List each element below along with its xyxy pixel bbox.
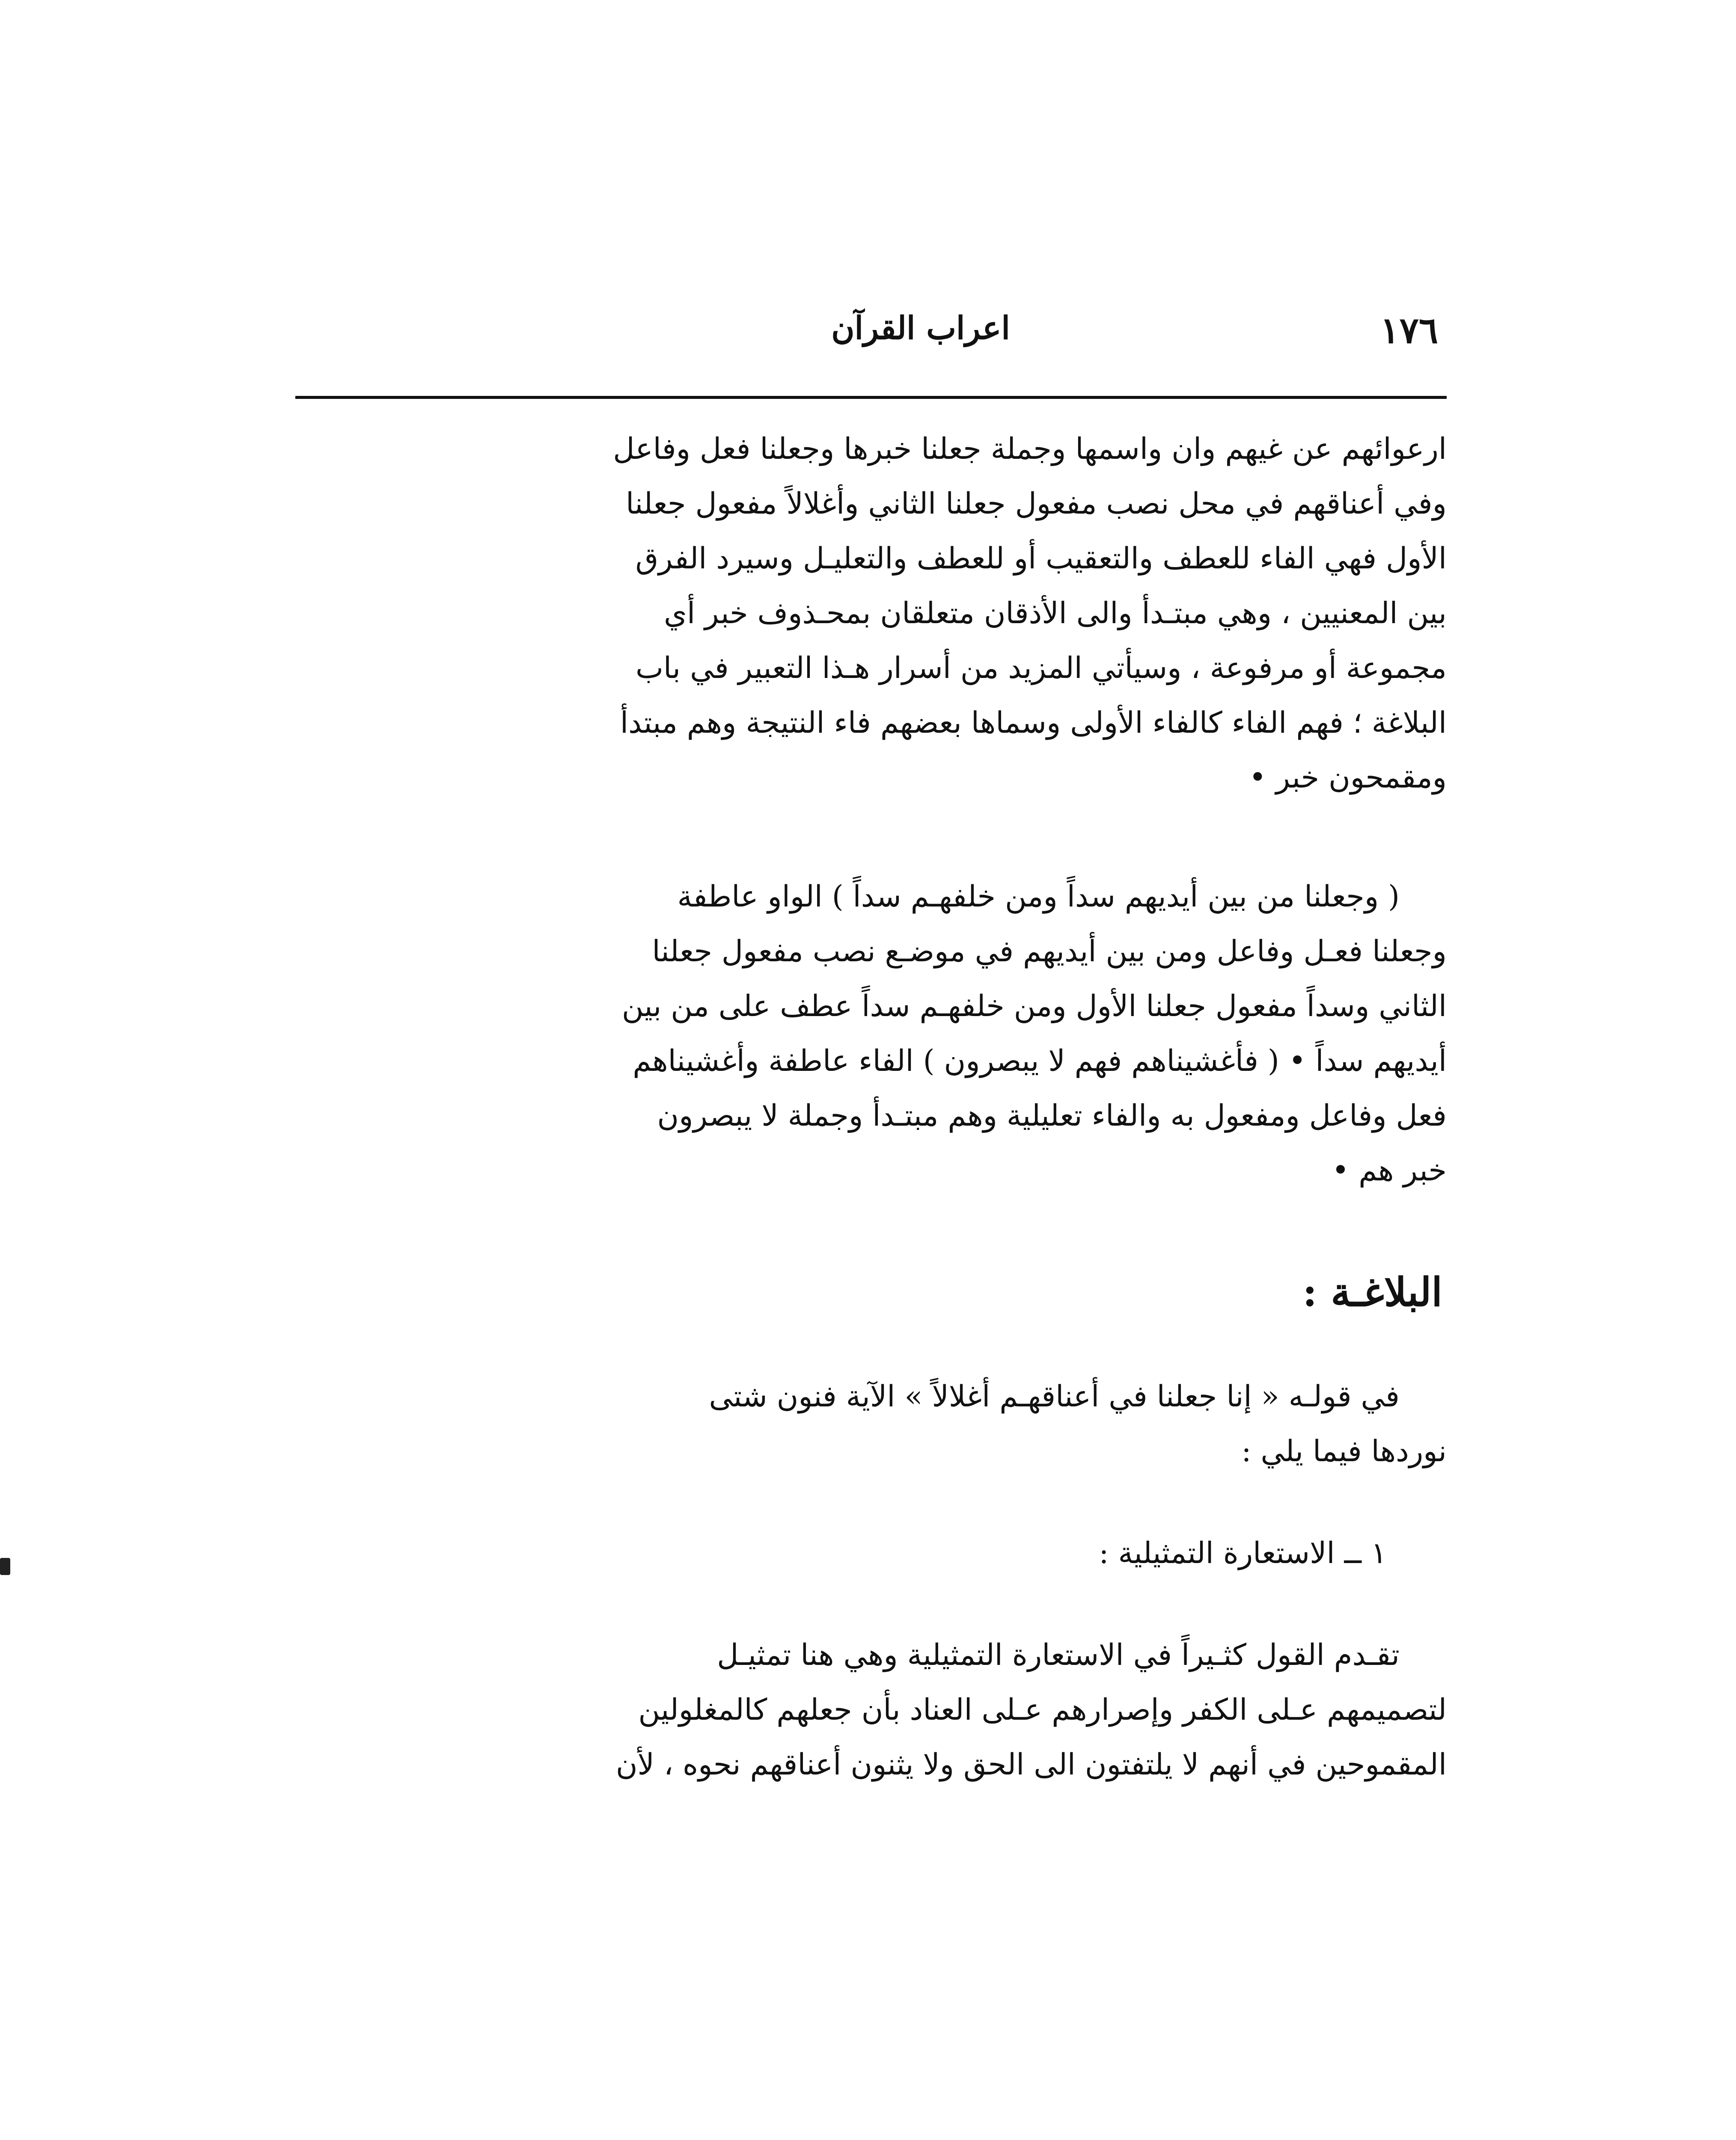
- section-title: البلاغـة :: [1302, 1269, 1442, 1315]
- spacer: [295, 1322, 1447, 1369]
- scan-margin-mark: [0, 1558, 10, 1575]
- header-rule: [295, 396, 1447, 399]
- text-line: الأول فهي الفاء للعطف والتعقيب أو للعطف والتعليـل وسيرد الفرق: [635, 541, 1447, 576]
- section-paragraph: [295, 1628, 1447, 1792]
- book-page: [295, 240, 1447, 2140]
- text-line: ومقمحون خبر •: [1248, 761, 1447, 795]
- spacer: [295, 1198, 1447, 1262]
- text-line: أيديهم سداً • ( فأغشيناهم فهم لا يبصرون ) الفاء عاطفة وأغشيناهم: [633, 1044, 1447, 1078]
- text-line: ( وجعلنا من بين أيديهم سداً ومن خلفهـم سداً ) الواو عاطفة: [677, 880, 1400, 914]
- page-number: ١٧٦: [1380, 309, 1438, 351]
- paragraph-1: [295, 422, 1447, 805]
- spacer: [295, 1581, 1447, 1628]
- text-line: وفي أعناقهم في محل نصب مفعول جعلنا الثاني وأغلالاً مفعول جعلنا: [625, 487, 1447, 521]
- list-item: ١ ــ الاستعارة التمثيلية :: [1099, 1536, 1387, 1570]
- text-line: البلاغة ؛ فهم الفاء كالفاء الأولى وسماها بعضهم فاء النتيجة وهم مبتدأ: [620, 706, 1447, 740]
- paragraph-2: [295, 869, 1447, 1198]
- text-line: في قولـه « إنا جعلنا في أعناقهـم أغلالاً » الآية فنون شتى: [709, 1379, 1400, 1414]
- section-intro: [295, 1369, 1447, 1479]
- text-line: بين المعنيين ، وهي مبتـدأ والى الأذقان متعلقان بمحـذوف خبر أي: [663, 596, 1447, 630]
- text-line: مجموعة أو مرفوعة ، وسيأتي المزيد من أسرار هـذا التعبير في باب: [635, 651, 1447, 685]
- spacer: [295, 805, 1447, 869]
- text-line: الثاني وسداً مفعول جعلنا الأول ومن خلفهـم سداً عطف على من بين: [621, 989, 1447, 1023]
- page-body: [295, 422, 1447, 1792]
- text-line: فعل وفاعل ومفعول به والفاء تعليلية وهم مبتـدأ وجملة لا يبصرون: [657, 1099, 1447, 1133]
- text-line: ارعوائهم عن غيهم وان واسمها وجملة جعلنا خبرها وجعلنا فعل وفاعل: [613, 432, 1447, 466]
- book-title: اعراب القرآن: [831, 310, 1010, 347]
- text-line: خبر هم •: [1332, 1153, 1447, 1188]
- text-line: المقموحين في أنهم لا يلتفتون الى الحق ولا يثنون أعناقهم نحوه ، لأن: [615, 1748, 1447, 1782]
- text-line: تقـدم القول كثـيراً في الاستعارة التمثيلية وهي هنا تمثيـل: [717, 1638, 1400, 1672]
- text-line: لتصميمهم عـلى الكفر وإصرارهم عـلى العناد بأن جعلهم كالمغلولين: [638, 1693, 1447, 1727]
- text-line: وجعلنا فعـل وفاعل ومن بين أيديهم في موضـع نصب مفعول جعلنا: [652, 934, 1447, 969]
- text-line: نوردها فيما يلي :: [1241, 1434, 1447, 1468]
- spacer: [295, 1479, 1447, 1526]
- page-header: [295, 240, 1447, 351]
